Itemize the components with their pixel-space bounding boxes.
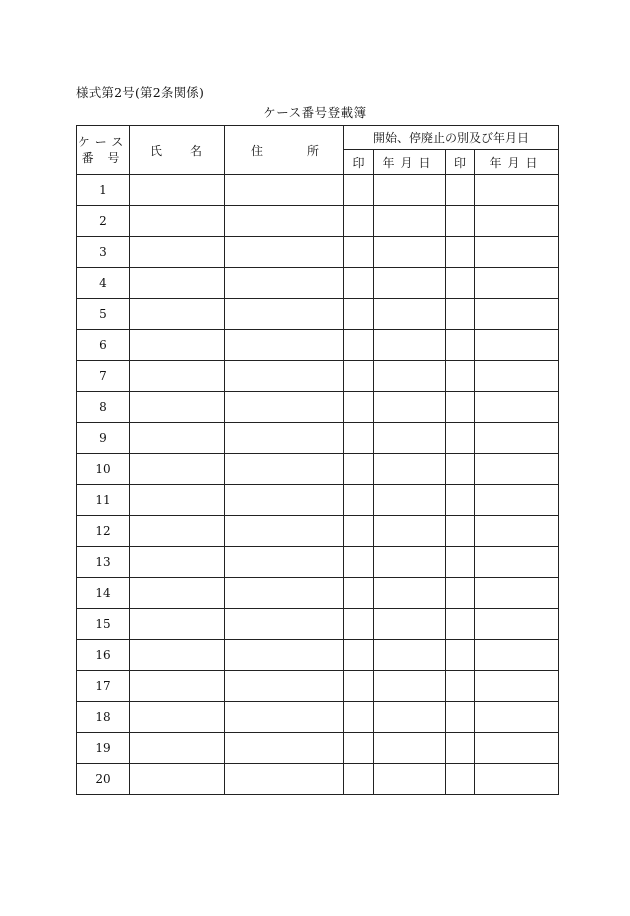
row-number: 17 [77,671,130,702]
address-cell[interactable] [225,299,344,330]
date-cell-2[interactable] [475,361,559,392]
name-cell[interactable] [130,640,225,671]
name-cell[interactable] [130,609,225,640]
seal-cell-2[interactable] [446,330,475,361]
header-name [130,126,225,175]
table-row [77,361,559,392]
table-row [77,423,559,454]
header-status-and-date-group: 開始、停廃止の別及び年月日 [344,126,559,150]
row-number: 4 [77,268,130,299]
seal-cell-2[interactable] [446,299,475,330]
date-cell-2[interactable] [475,175,559,206]
table-row [77,206,559,237]
header-seal-2: 印 [446,150,475,175]
date-cell-1[interactable] [374,175,446,206]
header-case-number [77,126,130,175]
seal-cell-1[interactable] [344,516,374,547]
name-cell[interactable] [130,392,225,423]
name-cell[interactable] [130,547,225,578]
row-number: 16 [77,640,130,671]
table-row [77,578,559,609]
seal-cell-1[interactable] [344,206,374,237]
address-cell[interactable] [225,702,344,733]
address-cell[interactable] [225,206,344,237]
date-cell-2[interactable] [475,299,559,330]
seal-cell-2[interactable] [446,237,475,268]
table-row [77,516,559,547]
seal-cell-2[interactable] [446,206,475,237]
date-cell-2[interactable] [475,485,559,516]
name-cell[interactable] [130,206,225,237]
row-number: 13 [77,547,130,578]
seal-cell-1[interactable] [344,702,374,733]
date-cell-2[interactable] [475,454,559,485]
name-cell[interactable] [130,175,225,206]
seal-cell-1[interactable] [344,578,374,609]
seal-cell-2[interactable] [446,640,475,671]
date-cell-1[interactable] [374,702,446,733]
date-cell-2[interactable] [475,206,559,237]
date-cell-2[interactable] [475,330,559,361]
seal-cell-1[interactable] [344,733,374,764]
seal-cell-2[interactable] [446,516,475,547]
address-cell[interactable] [225,423,344,454]
address-cell[interactable] [225,764,344,795]
date-cell-1[interactable] [374,206,446,237]
row-number: 1 [77,175,130,206]
address-cell[interactable] [225,268,344,299]
table-row [77,237,559,268]
seal-cell-1[interactable] [344,299,374,330]
address-cell[interactable] [225,578,344,609]
date-cell-1[interactable] [374,485,446,516]
form-number-label: 様式第2号(第2条関係) [76,85,205,100]
name-cell[interactable] [130,702,225,733]
seal-cell-2[interactable] [446,547,475,578]
date-cell-2[interactable] [475,609,559,640]
date-cell-2[interactable] [475,547,559,578]
seal-cell-1[interactable] [344,609,374,640]
table-row [77,454,559,485]
address-cell[interactable] [225,330,344,361]
row-number: 6 [77,330,130,361]
date-cell-2[interactable] [475,671,559,702]
table-row [77,671,559,702]
header-case-number-line2: 番 号 [81,151,125,165]
date-cell-2[interactable] [475,423,559,454]
seal-cell-2[interactable] [446,485,475,516]
address-cell[interactable] [225,547,344,578]
name-cell[interactable] [130,361,225,392]
date-cell-1[interactable] [374,578,446,609]
header-address-char2: 所 [306,143,319,158]
seal-cell-2[interactable] [446,392,475,423]
address-cell[interactable] [225,485,344,516]
row-number: 11 [77,485,130,516]
address-cell[interactable] [225,516,344,547]
seal-cell-1[interactable] [344,671,374,702]
header-date-1: 年月日 [374,150,446,175]
address-cell[interactable] [225,640,344,671]
date-cell-1[interactable] [374,423,446,454]
name-cell[interactable] [130,578,225,609]
date-cell-1[interactable] [374,299,446,330]
seal-cell-2[interactable] [446,609,475,640]
seal-cell-2[interactable] [446,671,475,702]
seal-cell-1[interactable] [344,423,374,454]
date-cell-1[interactable] [374,361,446,392]
name-cell[interactable] [130,423,225,454]
address-cell[interactable] [225,733,344,764]
date-cell-1[interactable] [374,516,446,547]
seal-cell-1[interactable] [344,392,374,423]
row-number: 19 [77,733,130,764]
row-number: 8 [77,392,130,423]
name-cell[interactable] [130,764,225,795]
row-number: 3 [77,237,130,268]
name-cell[interactable] [130,485,225,516]
date-cell-2[interactable] [475,764,559,795]
date-cell-1[interactable] [374,268,446,299]
table-row [77,330,559,361]
address-cell[interactable] [225,609,344,640]
table-row [77,764,559,795]
date-cell-2[interactable] [475,702,559,733]
row-number: 10 [77,454,130,485]
address-cell[interactable] [225,671,344,702]
date-cell-2[interactable] [475,268,559,299]
date-cell-2[interactable] [475,237,559,268]
table-row [77,702,559,733]
row-number: 9 [77,423,130,454]
name-cell[interactable] [130,237,225,268]
header-case-number-line1: ケース [77,135,129,149]
seal-cell-2[interactable] [446,578,475,609]
name-cell[interactable] [130,516,225,547]
seal-cell-1[interactable] [344,361,374,392]
row-number: 2 [77,206,130,237]
header-address-char1: 住 [251,143,264,158]
seal-cell-1[interactable] [344,237,374,268]
seal-cell-1[interactable] [344,640,374,671]
date-cell-1[interactable] [374,392,446,423]
seal-cell-2[interactable] [446,361,475,392]
header-name-char2: 名 [189,143,202,158]
seal-cell-1[interactable] [344,764,374,795]
table-row [77,733,559,764]
date-cell-1[interactable] [374,733,446,764]
name-cell[interactable] [130,671,225,702]
seal-cell-1[interactable] [344,454,374,485]
date-cell-2[interactable] [475,516,559,547]
seal-cell-2[interactable] [446,268,475,299]
date-cell-2[interactable] [475,392,559,423]
table-row [77,299,559,330]
name-cell[interactable] [130,299,225,330]
seal-cell-2[interactable] [446,423,475,454]
seal-cell-1[interactable] [344,330,374,361]
document-title: ケース番号登載簿 [263,105,367,120]
date-cell-2[interactable] [475,640,559,671]
address-cell[interactable] [225,175,344,206]
row-number: 12 [77,516,130,547]
date-cell-1[interactable] [374,640,446,671]
header-date-2: 年月日 [475,150,559,175]
address-cell[interactable] [225,237,344,268]
date-cell-1[interactable] [374,454,446,485]
seal-cell-2[interactable] [446,764,475,795]
date-cell-1[interactable] [374,609,446,640]
name-cell[interactable] [130,733,225,764]
header-seal-1: 印 [344,150,374,175]
date-cell-1[interactable] [374,671,446,702]
date-cell-1[interactable] [374,547,446,578]
seal-cell-2[interactable] [446,702,475,733]
seal-cell-1[interactable] [344,268,374,299]
address-cell[interactable] [225,361,344,392]
address-cell[interactable] [225,392,344,423]
name-cell[interactable] [130,268,225,299]
date-cell-1[interactable] [374,764,446,795]
seal-cell-2[interactable] [446,454,475,485]
row-number: 15 [77,609,130,640]
row-number: 7 [77,361,130,392]
table-row [77,268,559,299]
table-row [77,392,559,423]
seal-cell-2[interactable] [446,175,475,206]
date-cell-2[interactable] [475,578,559,609]
seal-cell-2[interactable] [446,733,475,764]
table-row [77,640,559,671]
table-row [77,175,559,206]
table-row [77,547,559,578]
table-row [77,485,559,516]
row-number: 5 [77,299,130,330]
header-name-char1: 氏 [150,143,163,158]
date-cell-2[interactable] [475,733,559,764]
case-number-register-table [76,125,559,795]
seal-cell-1[interactable] [344,547,374,578]
row-number: 20 [77,764,130,795]
date-cell-1[interactable] [374,330,446,361]
row-number: 18 [77,702,130,733]
name-cell[interactable] [130,330,225,361]
table-row [77,609,559,640]
address-cell[interactable] [225,454,344,485]
header-address [225,126,344,175]
seal-cell-1[interactable] [344,485,374,516]
date-cell-1[interactable] [374,237,446,268]
row-number: 14 [77,578,130,609]
seal-cell-1[interactable] [344,175,374,206]
name-cell[interactable] [130,454,225,485]
